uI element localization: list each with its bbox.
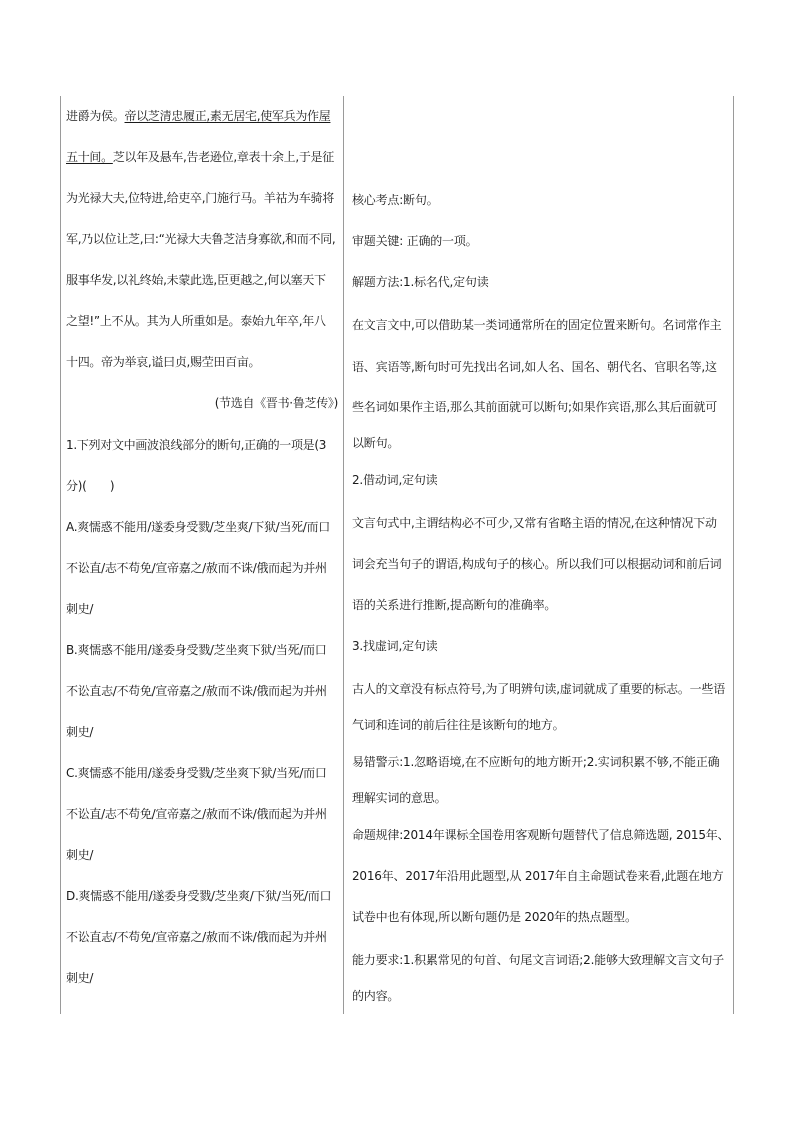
option-d: 不讼直志/不苟免/宣帝嘉之/赦而不诛/俄而起为并州 [66, 930, 327, 944]
passage-line: 之望!”上不从。其为人所重如是。泰始九年卒,年八 [66, 314, 326, 328]
analysis-line: 试卷中也有体现,所以断句题仍是 2020年的热点题型。 [352, 910, 637, 924]
option-d: D.爽懦惑不能用/遂委身受戮/芝坐爽/下狱/当死/而口 [66, 889, 332, 903]
passage-line: 五十间。芝以年及悬车,告老逊位,章表十余上,于是征 [66, 150, 334, 164]
analysis-line: 的内容。 [352, 989, 400, 1003]
source-citation: (节选自《晋书·鲁芝传》) [214, 396, 338, 410]
analysis-line: 文言句式中,主谓结构必不可少,又常有省略主语的情况,在这种情况下动 [352, 516, 717, 530]
table-right-border [733, 96, 734, 1014]
option-b: B.爽懦惑不能用/遂委身受戮/芝坐爽下狱/当死/而口 [66, 643, 327, 657]
analysis-line: 2016年、2017年沿用此题型,从 2017年自主命题试卷来看,此题在地方 [352, 869, 724, 883]
option-a: 刺史/ [66, 602, 94, 616]
analysis-line: 2.借动词,定句读 [352, 473, 438, 487]
analysis-line: 3.找虚词,定句读 [352, 639, 438, 653]
table-left-border [60, 96, 61, 1014]
analysis-line: 易错警示:1.忽略语境,在不应断句的地方断开;2.实词积累不够,不能正确 [352, 755, 720, 769]
analysis-line: 在文言文中,可以借助某一类词通常所在的固定位置来断句。名词常作主 [352, 318, 722, 332]
question-stem: 1.下列对文中画波浪线部分的断句,正确的一项是(3 [66, 438, 327, 452]
analysis-line: 能力要求:1.积累常见的句首、句尾文言词语;2.能够大致理解文言文句子 [352, 953, 724, 967]
analysis-line: 解题方法:1.标名代,定句读 [352, 275, 489, 289]
passage-line: 军,乃以位让芝,曰:“光禄大夫鲁芝洁身寡欲,和而不同, [66, 232, 336, 246]
analysis-line: 词会充当句子的谓语,构成句子的核心。所以我们可以根据动词和前后词 [352, 557, 722, 571]
passage-line: 进爵为侯。帝以芝清忠履正,素无居宅,使军兵为作屋 [66, 109, 331, 123]
option-b: 不讼直志/不苟免/宣帝嘉之/赦而不诛/俄而起为并州 [66, 684, 327, 698]
analysis-line: 语的关系进行推断,提高断句的准确率。 [352, 598, 557, 612]
option-a: 不讼直/志不苟免/宣帝嘉之/赦而不诛/俄而起为并州 [66, 561, 327, 575]
analysis-line: 语、宾语等,断句时可先找出名词,如人名、国名、朝代名、官职名等,这 [352, 360, 717, 374]
option-d: 刺史/ [66, 971, 94, 985]
option-c: C.爽懦惑不能用/遂委身受戮/芝坐爽下狱/当死/而口 [66, 766, 327, 780]
analysis-line: 些名词如果作主语,那么其前面就可以断句;如果作宾语,那么其后面就可 [352, 400, 718, 414]
passage-line: 服事华发,以礼终始,未蒙此选,臣更越之,何以塞天下 [66, 273, 326, 287]
option-c: 刺史/ [66, 848, 94, 862]
passage-line: 十四。帝为举哀,谥曰贞,赐茔田百亩。 [66, 355, 261, 369]
table-column-divider [343, 96, 344, 1014]
analysis-line: 以断句。 [352, 436, 400, 450]
analysis-line: 理解实词的意思。 [352, 791, 447, 805]
analysis-line: 审题关键: 正确的一项。 [352, 234, 478, 248]
analysis-line: 命题规律:2014年课标全国卷用客观断句题替代了信息筛选题, 2015年、 [352, 828, 730, 842]
passage-line: 为光禄大夫,位特进,给吏卒,门施行马。羊祜为车骑将 [66, 191, 334, 205]
option-b: 刺史/ [66, 725, 94, 739]
option-a: A.爽懦惑不能用/遂委身受戮/芝坐爽/下狱/当死/而口 [66, 520, 330, 534]
analysis-line: 气词和连词的前后往往是该断句的地方。 [352, 718, 565, 732]
option-c: 不讼直/志不苟免/宣帝嘉之/赦而不诛/俄而起为并州 [66, 807, 327, 821]
question-stem: 分)( ) [66, 479, 115, 493]
analysis-line: 核心考点:断句。 [352, 193, 439, 207]
analysis-line: 古人的文章没有标点符号,为了明辨句读,虚词就成了重要的标志。一些语 [352, 682, 726, 696]
